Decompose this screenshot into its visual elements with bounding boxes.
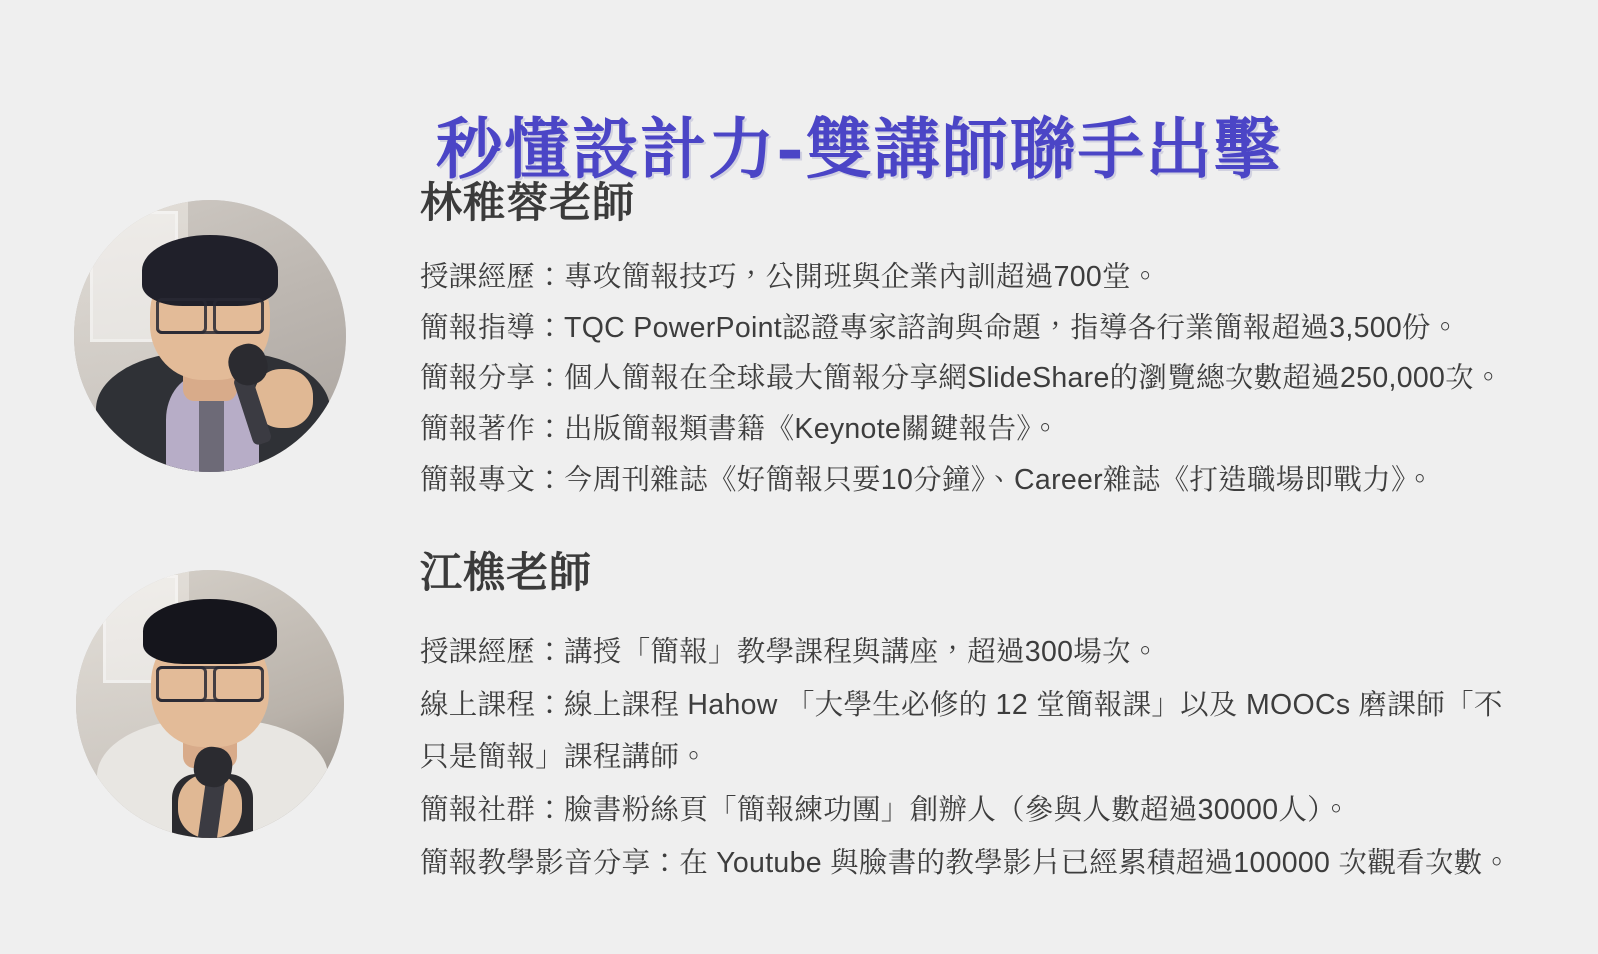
list-item: 簡報專文：今周刊雜誌《好簡報只要10分鐘》、Career雜誌《打造職場即戰力》。 (420, 463, 1435, 496)
instructor-name: 江樵老師 (420, 548, 593, 597)
list-item: 授課經歷：講授「簡報」教學課程與講座，超過300場次。 (420, 636, 1160, 668)
portrait-photo-icon (74, 200, 346, 472)
instructor-bullets (420, 252, 1503, 506)
instructor-block-2 (60, 540, 1530, 890)
avatar (76, 570, 344, 838)
list-item: 授課經歷：專攻簡報技巧，公開班與企業內訓超過700堂。 (420, 261, 1160, 293)
list-item: 線上課程：線上課程 Hahow 「大學生必修的 12 堂簡報課」以及 MOOCs 磨課師「不只是簡報」課程講師。 (420, 688, 1503, 774)
instructor-info-2 (360, 540, 1530, 890)
instructor-info-1 (360, 170, 1503, 506)
avatar-wrap-1 (60, 170, 360, 472)
list-item: 簡報著作：出版簡報類書籍《Keynote關鍵報告》。 (420, 413, 1060, 446)
portrait-photo-icon (76, 570, 344, 838)
instructor-bullets (420, 626, 1530, 890)
avatar-wrap-2 (60, 540, 360, 838)
instructor-name: 林稚蓉老師 (420, 178, 636, 227)
avatar (74, 200, 346, 472)
list-item: 簡報社群：臉書粉絲頁「簡報練功團」創辦人（參與人數超過30000人）。 (420, 794, 1351, 827)
list-item: 簡報分享：個人簡報在全球最大簡報分享網SlideShare的瀏覽總次數超過250,000次。 (420, 362, 1503, 395)
page-title: 秒懂設計力-雙講師聯手出擊 (436, 110, 1282, 189)
list-item: 簡報指導：TQC PowerPoint認證專家諮詢與命題，指導各行業簡報超過3,500份。 (420, 311, 1460, 344)
instructor-block-1 (60, 170, 1503, 506)
list-item: 簡報教學影音分享：在 Youtube 與臉書的教學影片已經累積超過100000 次觀看次數。 (420, 846, 1512, 879)
